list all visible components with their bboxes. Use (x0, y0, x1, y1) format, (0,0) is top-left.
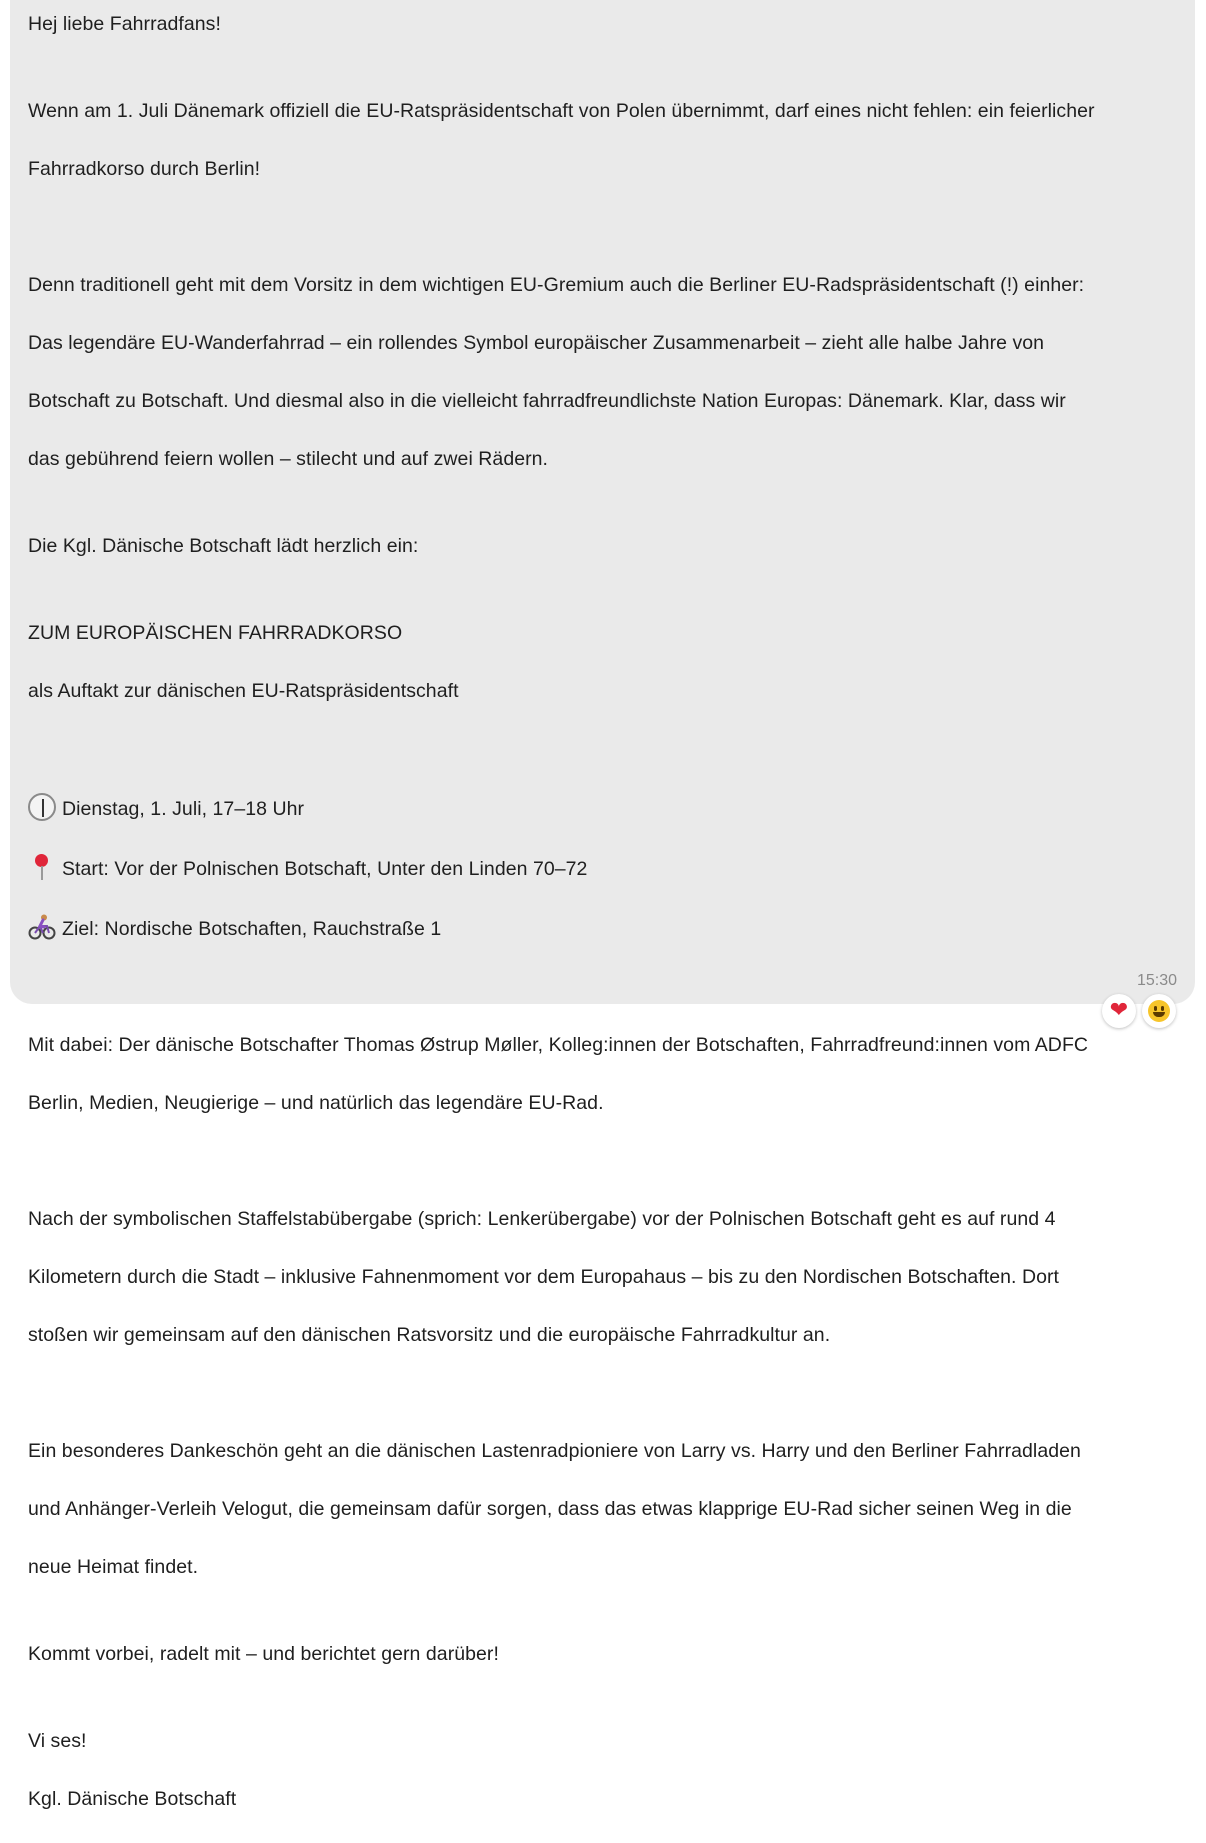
paragraph-tradition: Denn traditionell geht mit dem Vorsitz in dem wichtigen EU-Gremium auch die Berliner EU-Radspräsidentschaft (!) einher: Das legendäre EU-Wanderfahrrad – ein rollendes Symbol europäischer Zusammenarbeit – zieht alle halbe Jahre von Botschaft zu Botschaft. Und diesmal also in die vielleicht fahrradfreundlichste Nation Europas: Dänemark. Klar, dass wir das gebührend feiern wollen – stilecht und auf zwei Rädern. (28, 274, 1085, 470)
detail-date: Dienstag, 1. Juli, 17–18 Uhr (28, 793, 1177, 824)
paragraph-route: Nach der symbolischen Staffelstabübergabe (sprich: Lenkerübergabe) vor der Polnischen Botschaft geht es auf rund 4 Kilometern durch die Stadt – inklusive Fahnenmoment vor dem Europahaus – bis zu den Nordischen Botschaften. Dort stoßen wir gemeinsam auf den dänischen Ratsvorsitz und die europäische Fahrradkultur an. (28, 1208, 1059, 1346)
message-timestamp: 15:30 (1136, 972, 1177, 989)
heart-icon: ❤ (1109, 998, 1129, 1023)
reaction-heart[interactable] (1102, 994, 1136, 1028)
pin-icon (28, 853, 56, 881)
paragraph-thanks: Ein besonderes Dankeschön geht an die dänischen Lastenradpioniere von Larry vs. Harry und den Berliner Fahrradladen und Anhänger-Verleih Velogut, die gemeinsam dafür sorgen, dass das etwas klapprige EU-Rad sicher seinen Weg in die neue Heimat findet. (28, 1440, 1081, 1578)
detail-start: Start: Vor der Polnischen Botschaft, Unter den Linden 70–72 (28, 853, 1177, 884)
paragraph-intro: Wenn am 1. Juli Dänemark offiziell die EU-Ratspräsidentschaft von Polen übernimmt, darf eines nicht fehlen: ein feierlicher Fahrradkorso durch Berlin! (28, 100, 1095, 180)
event-title: ZUM EUROPÄISCHEN FAHRRADKORSO (28, 622, 403, 644)
paragraph-participants: Mit dabei: Der dänische Botschafter Thomas Østrup Møller, Kolleg:innen der Botschaften, Fahrradfreund:innen vom ADFC Berlin, Medien, Neugierige – und natürlich das legendäre EU-Rad. (28, 1034, 1089, 1114)
signature (28, 1698, 1177, 1843)
reaction-smiley[interactable] (1142, 994, 1176, 1028)
cyclist-icon (28, 913, 56, 941)
invite-line: Die Kgl. Dänische Botschaft lädt herzlich ein: (28, 535, 419, 557)
event-details (28, 764, 1177, 973)
event-heading (28, 590, 1177, 735)
smiley-icon (1148, 1000, 1170, 1022)
sender-name: Kgl. Dänische Botschaft (28, 1788, 237, 1810)
signoff: Vi ses! (28, 1730, 87, 1752)
event-subtitle: als Auftakt zur dänischen EU-Ratspräsidentschaft (28, 680, 459, 702)
clock-icon (28, 793, 56, 821)
greeting: Hej liebe Fahrradfans! (28, 13, 221, 35)
message-bubble (10, 0, 1195, 1810)
reactions-bar (1102, 994, 1176, 1028)
detail-destination: Ziel: Nordische Botschaften, Rauchstraße 1 (28, 913, 1177, 944)
message-text (28, 10, 1177, 1843)
call-to-action: Kommt vorbei, radelt mit – und berichtet gern darüber! (28, 1643, 499, 1665)
